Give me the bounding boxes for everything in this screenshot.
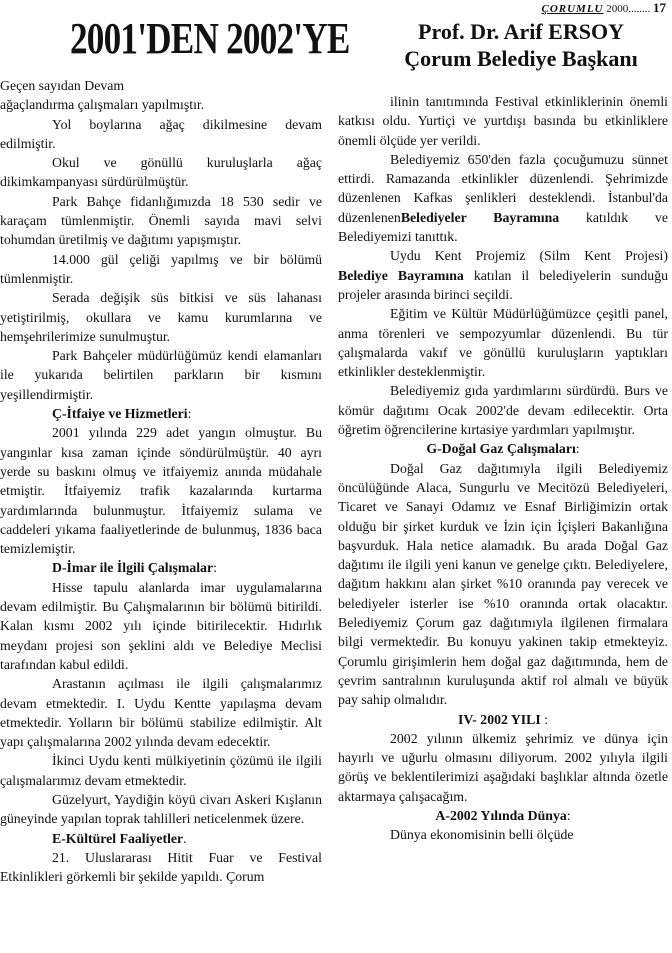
- paragraph-text: Arastanın açılması ile ilgili çalışmalarımız devam etmektedir. I. Uydu Kentte yapılaşma devam etmektedir. Yolların bir bölümü stabilize edilmiştir. Alt yapı çalışmalarına 2002 yılında devam edecektir.: [0, 676, 322, 750]
- section-heading-text: G-Doğal Gaz Çalışmaları: [426, 441, 576, 457]
- paragraph: [0, 790, 322, 829]
- section-heading: [0, 829, 322, 848]
- section-heading-text: D-İmar ile İlgili Çalışmalar: [52, 560, 214, 576]
- section-heading-punct: :: [213, 560, 217, 576]
- paragraph: [0, 423, 322, 558]
- author-role: Çorum Belediye Başkanı: [404, 46, 638, 71]
- paragraph: [0, 346, 322, 404]
- section-heading: [338, 710, 668, 729]
- paragraph: [0, 95, 322, 114]
- section-heading-punct: :: [540, 711, 549, 727]
- section-heading-text: A-2002 Yılında Dünya: [435, 807, 567, 823]
- paragraph-text: 2002 yılının ülkemiz şehrimiz ve dünya için hayırlı ve uğurlu olmasını diliyorum. 2002 yılıyla ilgili görüş ve beklentilerimizi aşağıdaki başlıklar altında özetle aktarmaya çalışacağım.: [338, 730, 668, 804]
- paragraph: [338, 825, 668, 844]
- paragraph-text: Dünya ekonomisinin belli ölçüde: [390, 827, 574, 843]
- section-heading-text: Ç-İtfaiye ve Hizmetleri: [52, 406, 188, 422]
- paragraph: [338, 729, 668, 806]
- paragraph-text: 14.000 gül çeliği yapılmış ve bir bölümü tümlenmiştir.: [0, 251, 322, 286]
- paragraph-text: Güzelyurt, Yaydiğin köyü civarı Askeri Kışlanın güneyinde yapılan toprak tahlilleri neticelenmek üzere.: [0, 791, 322, 827]
- paragraph: [338, 150, 668, 246]
- paragraph: [338, 246, 668, 304]
- paragraph-text: Geçen sayıdan Devam: [0, 78, 125, 93]
- paragraph: [338, 381, 668, 439]
- emphasis-text: Belediyeler Bayramına: [400, 209, 560, 225]
- section-heading-text: E-Kültürel Faaliyetler: [52, 830, 184, 846]
- paragraph: [338, 304, 668, 381]
- paragraph-text: Belediyemiz gıda yardımlarını sürdürdü. Burs ve kömür dağıtımı Ocak 2002'de devam edilecektir. Orta öğretim öğrencilerine kırtasiye yardımları yapılmıştır.: [338, 383, 668, 438]
- left-column: [0, 76, 322, 950]
- paragraph-text: Hisse tapulu alanlarda imar uygulamalarına devam edilmiştir. Bu Çalışmalarının bir bölümü bitirildi. Kalan kısmı 2002 yılı içinde bitirilecektir. Hıdırlık meydanı projesi son şeklini aldı ve Belediye Meclisi tarafından kabul edildi.: [0, 579, 322, 672]
- section-heading: [0, 404, 322, 423]
- paragraph: [0, 250, 322, 289]
- article-title: 2001'DEN 2002'YE: [70, 14, 350, 63]
- section-heading: [338, 806, 668, 825]
- author-block: [376, 18, 666, 72]
- paragraph-text: Park Bahçe fidanlığımızda 18 530 sedir ve karaçam tümlenmiştir. Önemli sayıda mavi selvi tohumdan üretilmiş ve dağıtımı yapışmıştır.: [0, 193, 322, 248]
- paragraph: [0, 153, 322, 192]
- paragraph-text: Doğal Gaz dağıtımıyla ilgili Belediyemiz öncülüğünde Alaca, Sungurlu ve Mecitözü Belediyeleri, Ticaret ve Sanayi Odamız ve Esnaf Birliğimizin ortak olduğu bir şirket kurduk ve İzin için İçişleri Bakanlığına başvurduk. Hala netice alamadık. Bu arada Doğal Gaz dağıtımı ile ilgili yeni kanun ve genelge çıktı. Belediyelere, dağıtım hakkını alan şirket %10 oranında pay verecek ve belediyeler isterler ise %10 oranında ortak olacaktır. Belediyemiz Çorum gaz dağıtımıyla ilgilenen firmalara bilgi vermektedir. Bu konuyu yakinen takip etmekteyiz. Çorumlu girişimlerin hem doğal gaz dağıtımında, hem de çevrim santralının kuruluşunda aktif rol almalı ve büyük pay sahip olmalıdır.: [338, 460, 668, 708]
- paragraph-text: Belediyemiz 650'den fazla çocuğumuzu sünnet ettirdi. Ramazanda etkinlikler düzenlendi. Şehrimizde düzenlenen Kafkas şenlikleri desteklendi. İstanbul'da düzenlenen: [338, 151, 668, 225]
- paragraph-text-continued: katılan il belediyelerin sunduğu projeler arasında birinci seçildi.: [338, 267, 668, 302]
- paragraph-text: ilinin tanıtımında Festival etkinliklerinin önemli katkısı oldu. Yurtiçi ve yurtdışı basında bu etkinliklere önemli ölçüde yer verildi.: [338, 94, 668, 148]
- section-heading-punct: .: [183, 830, 187, 846]
- section-heading-punct: :: [566, 807, 571, 823]
- paragraph-text: Eğitim ve Kültür Müdürlüğümüzce çeşitli panel, anma törenleri ve sempozyumlar düzenlendi. Bu tür çalışmalarda vakıf ve gönüllü kuruluşların yaptıkları etkinlikler desteklenmiştir.: [338, 306, 668, 380]
- paragraph: [0, 674, 322, 751]
- paragraph: [0, 751, 322, 790]
- section-heading: [338, 439, 668, 458]
- paragraph-text: İkinci Uydu kenti mülkiyetinin çözümü ile ilgili çalışmalarımız devam etmektedir.: [0, 753, 322, 788]
- paragraph-text: ağaçlandırma çalışmaları yapılmıştır.: [0, 97, 205, 113]
- section-heading-punct: :: [187, 406, 192, 422]
- masthead-brand: ÇORUMLU: [541, 3, 604, 15]
- section-heading-text: IV- 2002 YILI: [457, 711, 541, 727]
- page-number: 17: [653, 0, 666, 15]
- paragraph: [338, 459, 668, 710]
- paragraph: [338, 92, 668, 150]
- emphasis-text: Belediye Bayramına: [338, 267, 464, 283]
- paragraph-text: Yol boylarına ağaç dikilmesine devam edilmiştir.: [0, 116, 322, 151]
- right-column: [338, 92, 668, 950]
- paragraph-text: 21. Uluslararası Hitit Fuar ve Festival Etkinlikleri görkemli bir şekilde yapıldı. Çorum: [0, 849, 322, 885]
- paragraph: [0, 192, 322, 250]
- section-heading: [0, 558, 322, 577]
- masthead: [541, 0, 666, 16]
- paragraph: [0, 115, 322, 154]
- section-heading-punct: :: [575, 441, 580, 457]
- paragraph-text-continued: katıldık ve Belediyemizi tanıttık.: [338, 209, 668, 245]
- masthead-dots: 2000........: [606, 3, 651, 15]
- paragraph: [0, 578, 322, 674]
- paragraph: [0, 288, 322, 346]
- author-name: Prof. Dr. Arif ERSOY: [418, 19, 624, 44]
- paragraph: [0, 76, 322, 95]
- paragraph-text: Park Bahçeler müdürlüğümüz kendi elamanları ile yukarıda belirtilen parkların bir kısmını yeşillendirmiştir.: [0, 348, 322, 402]
- paragraph-text: 2001 yılında 229 adet yangın olmuştur. Bu yangınlar kısa zaman içinde söndürülmüştür. 40 ayrı yerde su baskını olmuş ve itfaiyemiz anında müdahale etmiştir. İtfaiyemiz trafik kazalarında kurtarma yardımlarında bulunmuştur. İtfaiyemiz sulama ve caddeleri yıkama faaliyetlerinde de bulunmuş, 1836 baca temizlemiştir.: [0, 425, 322, 557]
- paragraph-text: Serada değişik süs bitkisi ve süs lahanası yetiştirilmiş, okullara ve kamu kurumlarına ve hemşehrilerimize sunulmuştur.: [0, 290, 322, 344]
- paragraph: [0, 848, 322, 887]
- paragraph-text: Uydu Kent Projemiz (Silm Kent Projesi): [390, 248, 668, 264]
- paragraph-text: Okul ve gönüllü kuruluşlarla ağaç dikimkampanyası sürdürülmüştür.: [0, 155, 322, 190]
